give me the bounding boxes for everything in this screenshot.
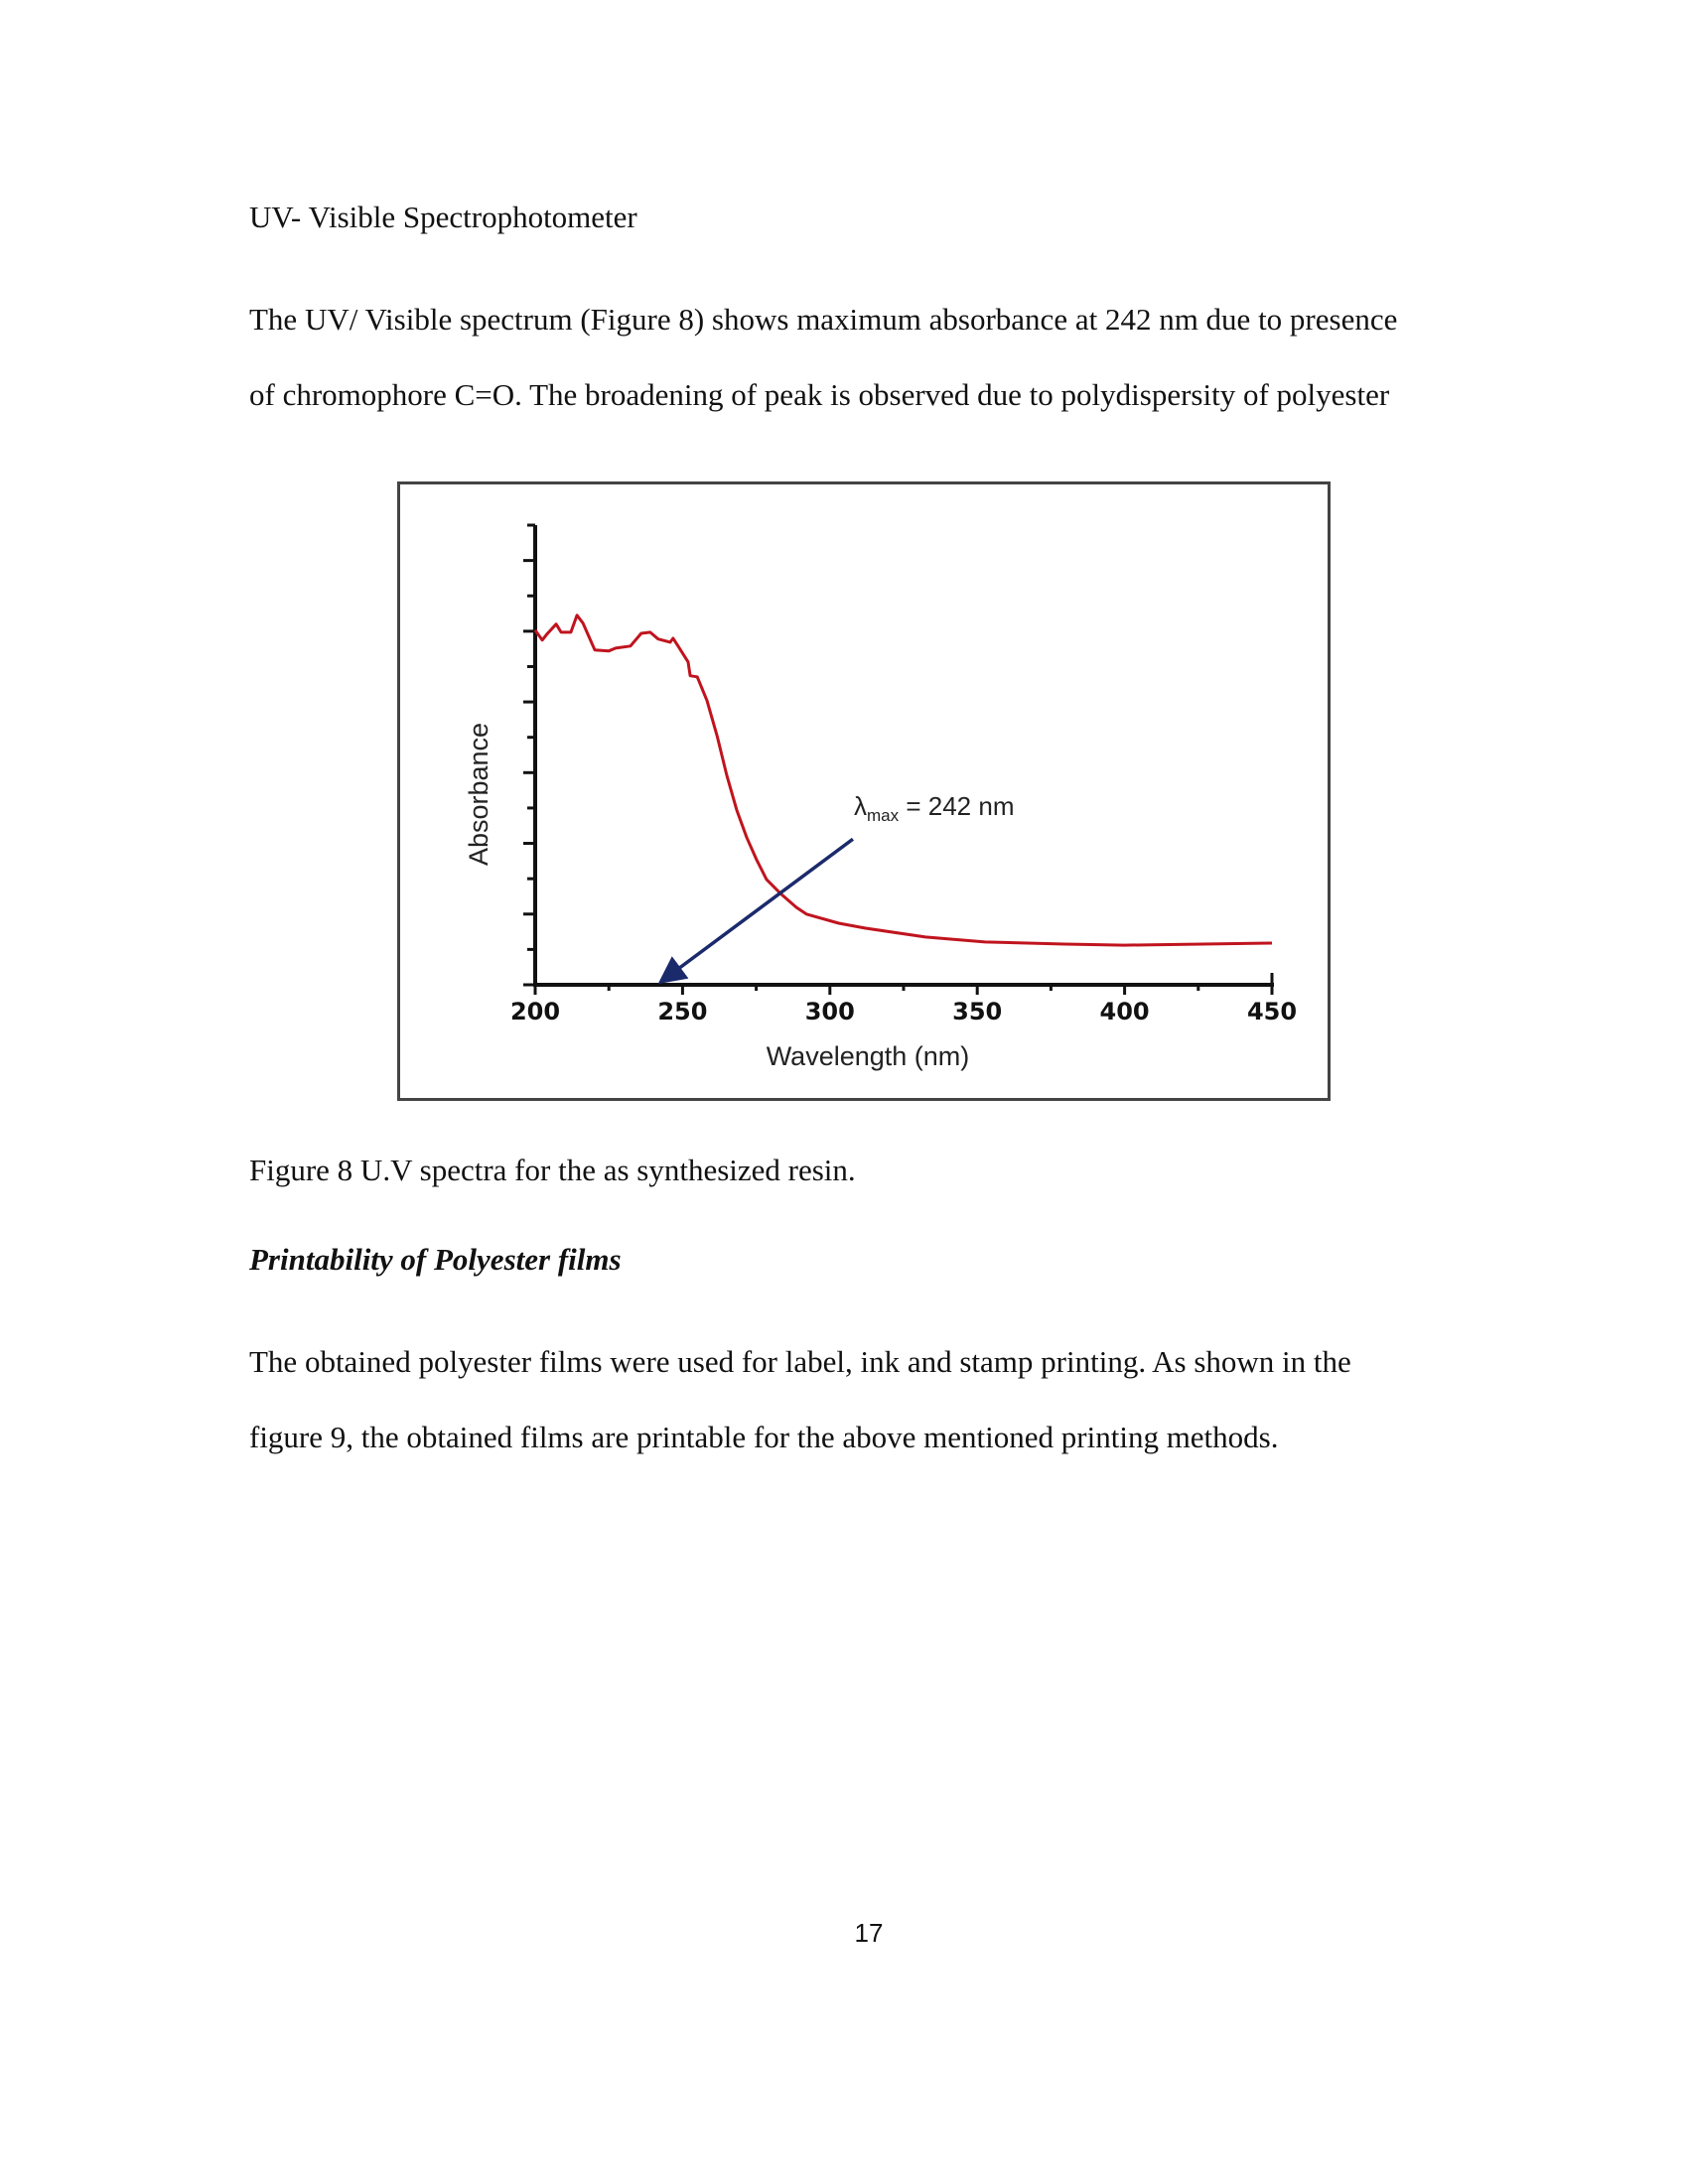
spectrum-line <box>535 615 1272 945</box>
figure-8-uv-spectrum <box>397 481 1331 1101</box>
section-title: UV- Visible Spectrophotometer <box>249 200 637 234</box>
lambda-max-annotation <box>854 791 1014 825</box>
page-number: 17 <box>854 1918 884 1948</box>
paragraph-line: The obtained polyester films were used for label, ink and stamp printing. As shown in the <box>249 1344 1351 1379</box>
y-axis-title: Absorbance <box>464 722 493 867</box>
lambda-max-arrow <box>666 839 853 978</box>
x-tick-label: 300 <box>804 998 855 1025</box>
paragraph-line: The UV/ Visible spectrum (Figure 8) shows maximum absorbance at 242 nm due to presence <box>249 302 1398 337</box>
paragraph-line: figure 9, the obtained films are printable for the above mentioned printing methods. <box>249 1420 1279 1454</box>
subheading: Printability of Polyester films <box>249 1242 622 1277</box>
lambda-symbol: λ <box>854 791 867 821</box>
x-tick-labels <box>510 998 1297 1025</box>
lambda-value: = 242 nm <box>899 791 1015 821</box>
x-axis-title: Wavelength (nm) <box>766 1041 970 1071</box>
x-tick-label: 400 <box>1099 998 1150 1025</box>
paragraph-line: of chromophore C=O. The broadening of peak is observed due to polydispersity of polyester <box>249 377 1390 412</box>
x-tick-label: 250 <box>657 998 708 1025</box>
figure-caption: Figure 8 U.V spectra for the as synthesized resin. <box>249 1153 856 1187</box>
uv-spectrum-chart <box>400 484 1334 1104</box>
x-tick-label: 200 <box>509 998 561 1025</box>
x-tick-label: 350 <box>952 998 1003 1025</box>
lambda-subscript: max <box>867 806 900 825</box>
x-tick-label: 450 <box>1246 998 1298 1025</box>
